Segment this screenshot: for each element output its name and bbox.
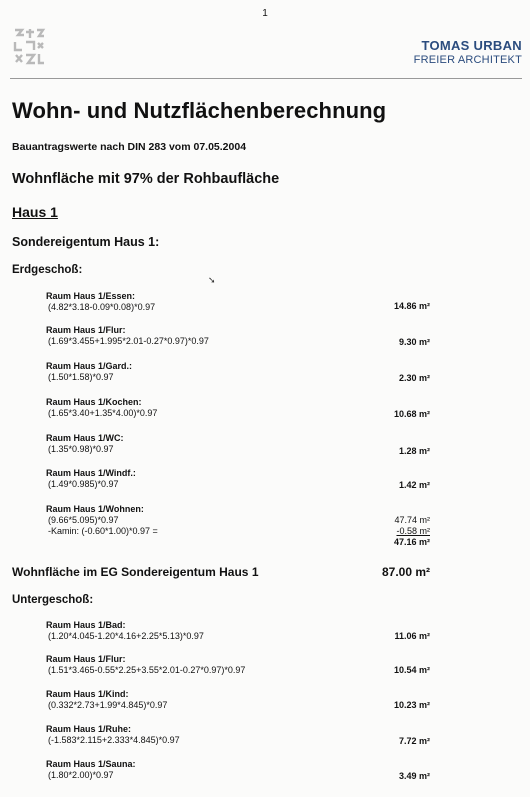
room-area: 1.28 m²: [398, 446, 430, 456]
room-name: Raum Haus 1/Ruhe:: [46, 724, 132, 734]
room-formula: (1.65*3.40+1.35*4.00)*0.97: [48, 408, 158, 418]
room-formula: (4.82*3.18-0.09*0.08)*0.97: [48, 302, 156, 312]
room-formula: (1.51*3.465-0.55*2.25+3.55*2.01-0.27*0.97)*0.97: [48, 665, 246, 675]
room-entry: [46, 291, 430, 313]
ink-mark: ➘: [208, 275, 216, 285]
area-deduction: -0.58 m²: [396, 526, 430, 536]
room-entry: [46, 433, 430, 455]
room-entry-wohnen: [46, 504, 430, 537]
room-entry: [46, 724, 430, 746]
document-subtitle: Bauantragswerte nach DIN 283 vom 07.05.2004: [12, 141, 247, 153]
architect-logo-icon: [12, 26, 46, 66]
room-formula: (1.49*0.985)*0.97: [48, 479, 119, 489]
room-area: 10.23 m²: [393, 700, 430, 710]
room-area: 14.86 m²: [393, 301, 430, 311]
wohnen-area-breakdown: [394, 515, 430, 548]
document-title: Wohn- und Nutzflächenberechnung: [12, 98, 387, 123]
room-formula-deduction: -Kamin: (-0.60*1.00)*0.97 =: [48, 526, 158, 536]
room-formula: (0.332*2.73+1.99*4.845)*0.97: [48, 700, 168, 710]
room-entry: [46, 397, 430, 419]
room-entry: [46, 620, 430, 642]
room-entry: [46, 468, 430, 490]
room-entry: [46, 689, 430, 711]
room-name: Raum Haus 1/Gard.:: [46, 361, 133, 371]
room-area: 10.68 m²: [393, 409, 430, 419]
room-area: 10.54 m²: [393, 665, 430, 675]
room-name: Raum Haus 1/Windf.:: [46, 468, 136, 478]
area-subtotal: 47.16 m²: [393, 537, 430, 547]
room-area: 11.06 m²: [394, 631, 430, 641]
room-name: Raum Haus 1/Kochen:: [46, 397, 142, 407]
room-name: Raum Haus 1/Sauna:: [46, 759, 136, 769]
room-name: Raum Haus 1/Kind:: [46, 689, 129, 699]
room-entry: [46, 654, 430, 676]
room-formula: (9.66*5.095)*0.97: [48, 515, 119, 525]
architect-block: [414, 38, 522, 66]
section-heading: Wohnfläche mit 97% der Rohbaufläche: [12, 171, 280, 187]
room-name: Raum Haus 1/WC:: [46, 433, 124, 443]
room-name: Raum Haus 1/Bad:: [46, 620, 126, 630]
room-formula: (-1.583*2.115+2.333*4.845)*0.97: [48, 735, 180, 745]
room-formula: (1.80*2.00)*0.97: [48, 770, 114, 780]
room-formula: (1.35*0.98)*0.97: [48, 444, 114, 454]
architect-role: FREIER ARCHITEKT: [413, 54, 522, 66]
ground-floor-label: Erdgeschoß:: [12, 264, 83, 276]
room-entry: [46, 759, 430, 781]
basement-label: Untergeschoß:: [12, 594, 94, 606]
room-entry: [46, 325, 430, 347]
room-formula: (1.69*3.455+1.995*2.01-0.27*0.97)*0.97: [48, 336, 209, 346]
room-area: 3.49 m²: [398, 771, 430, 781]
ground-floor-total-value: 87.00 m²: [381, 565, 430, 579]
room-name: Raum Haus 1/Wohnen:: [46, 504, 144, 514]
room-area: 9.30 m²: [398, 337, 430, 347]
ground-floor-total-label: Wohnfläche im EG Sondereigentum Haus 1: [12, 565, 259, 579]
house-heading: Haus 1: [12, 204, 58, 220]
room-entry: [46, 361, 430, 383]
room-name: Raum Haus 1/Essen:: [46, 291, 136, 301]
room-area: 7.72 m²: [398, 736, 430, 746]
room-name: Raum Haus 1/Flur:: [46, 654, 126, 664]
page-number: 1: [262, 8, 268, 19]
property-heading: Sondereigentum Haus 1:: [12, 235, 160, 249]
room-formula: (1.50*1.58)*0.97: [48, 372, 114, 382]
header-divider: [10, 78, 522, 79]
room-area: 2.30 m²: [398, 373, 430, 383]
area-value: 47.74 m²: [394, 515, 430, 525]
room-area: 1.42 m²: [398, 480, 430, 490]
room-name: Raum Haus 1/Flur:: [46, 325, 126, 335]
architect-name: TOMAS URBAN: [421, 38, 522, 53]
room-formula: (1.20*4.045-1.20*4.16+2.25*5.13)*0.97: [48, 631, 204, 641]
